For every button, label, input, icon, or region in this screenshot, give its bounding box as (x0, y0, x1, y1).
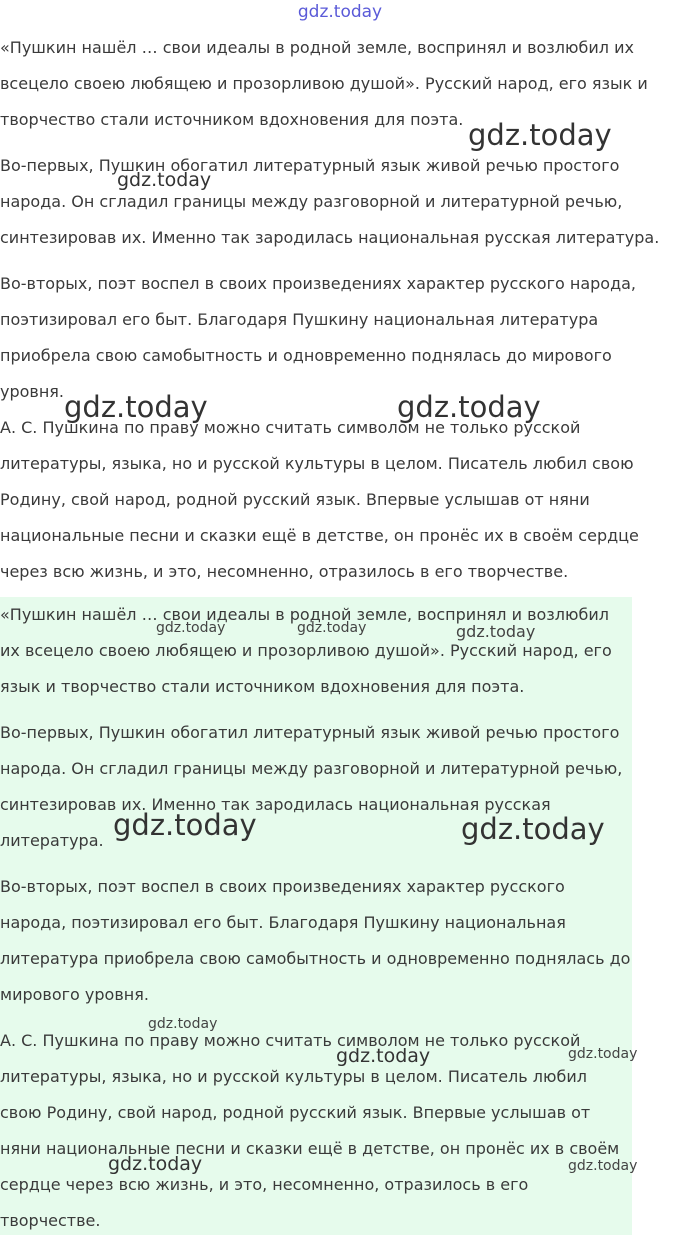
header-watermark: gdz.today (297, 2, 383, 22)
paragraph-3: Во-вторых, поэт воспел в своих произведениях характер русского народа, поэтизировал его быт. Благодаря Пушкину национальная литература приобрела свою самобытность и одновременно поднялась до мирового уровня. (0, 274, 637, 401)
paragraph-1: «Пушкин нашёл … свои идеалы в родной земле, воспринял и возлюбил их всецело своею любящею и прозорливою душой». Русский народ, его язык и творчество стали источником вдохновения для поэта. (0, 605, 612, 696)
text-block-primary (0, 30, 670, 590)
watermark: gdz.today (156, 620, 226, 636)
watermark: gdz.today (397, 390, 541, 424)
paragraph-4: А. С. Пушкина по праву можно считать символом не только русской литературы, языка, но и русской культуры в целом. Писатель любил свою Родину, свой народ, родной русский язык. Впервые услышав от няни национальные песни и сказки ещё в детстве, он пронёс их в своём сердце через всю жизнь, и это, несомненно, отразилось в его творчестве. (0, 418, 639, 581)
watermark: gdz.today (148, 1016, 218, 1032)
watermark: gdz.today (336, 1045, 431, 1067)
watermark: gdz.today (113, 808, 257, 842)
paragraph-2: Во-первых, Пушкин обогатил литературный язык живой речью простого народа. Он сгладил границы между разговорной и литературной речью, синтезировав их. Именно так зародилась национальная русская литература. (0, 723, 623, 850)
watermark: gdz.today (456, 622, 536, 641)
watermark: gdz.today (117, 169, 212, 191)
paragraph-3: Во-вторых, поэт воспел в своих произведениях характер русского народа, поэтизировал его быт. Благодаря Пушкину национальная литература приобрела свою самобытность и одновременно поднялась до мирового уровня. (0, 877, 631, 1004)
text-block-highlighted (0, 597, 632, 1235)
paragraph-4: А. С. Пушкина по праву можно считать символом не только русской литературы, языка, но и русской культуры в целом. Писатель любил свою Родину, свой народ, родной русский язык. Впервые услышав от няни национальные песни и сказки ещё в детстве, он пронёс их в своём сердце через всю жизнь, и это, несомненно, отразилось в его творчестве. (0, 1031, 620, 1230)
watermark: gdz.today (108, 1153, 203, 1175)
watermark: gdz.today (297, 620, 367, 636)
paragraph-1: «Пушкин нашёл … свои идеалы в родной земле, воспринял и возлюбил их всецело своею любящею и прозорливою душой». Русский народ, его язык и творчество стали источником вдохновения для поэта. (0, 38, 648, 129)
watermark: gdz.today (64, 390, 208, 424)
paragraph-2: Во-первых, Пушкин обогатил литературный язык живой речью простого народа. Он сгладил границы между разговорной и литературной речью, синтезировав их. Именно так зародилась национальная русская литература. (0, 156, 660, 247)
watermark: gdz.today (461, 812, 605, 846)
watermark: gdz.today (568, 1046, 638, 1062)
watermark: gdz.today (468, 118, 612, 152)
watermark: gdz.today (568, 1158, 638, 1174)
